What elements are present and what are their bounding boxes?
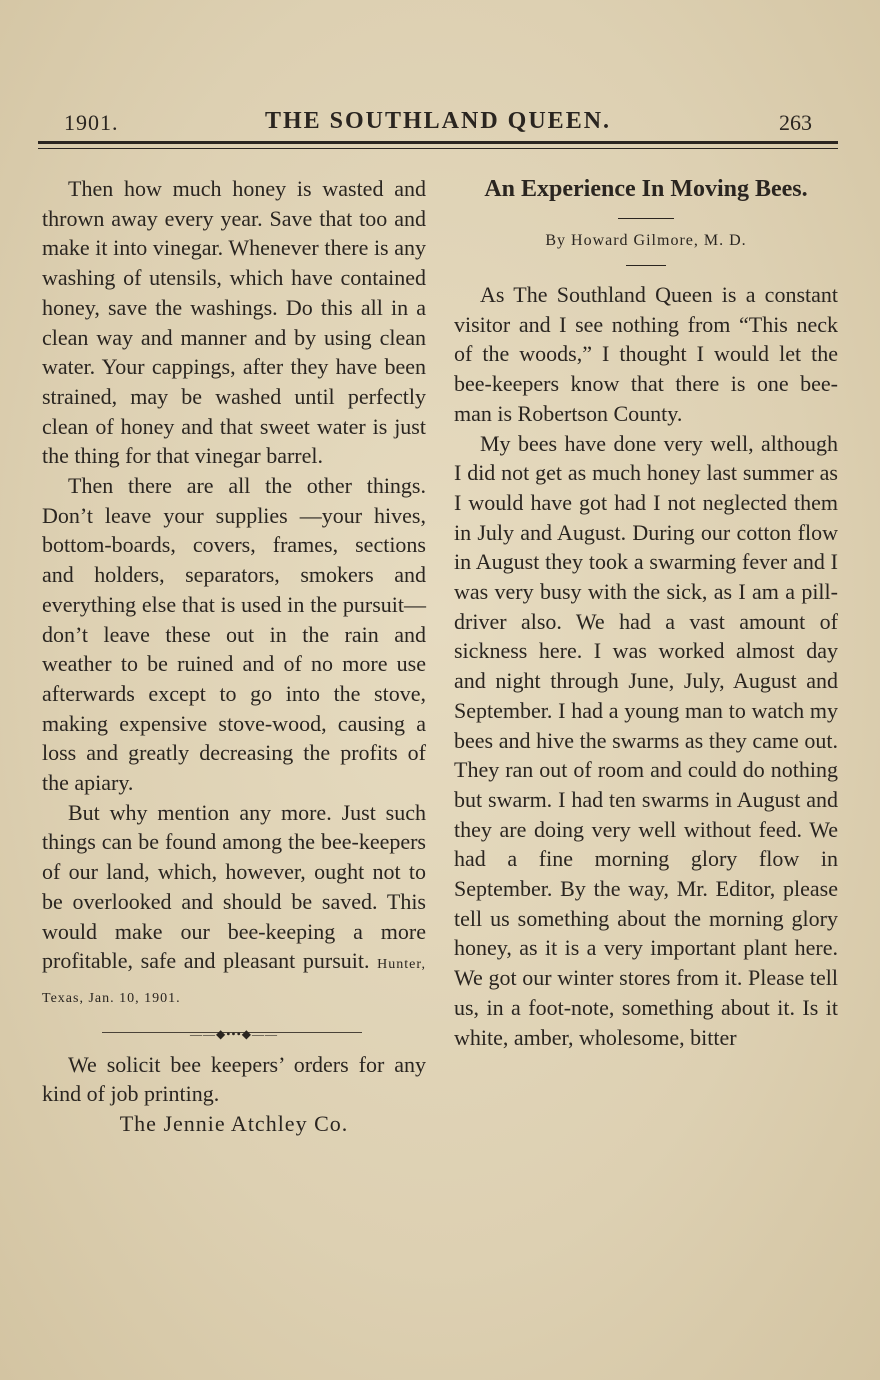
printing-notice: We solicit bee keepers’ orders for any kind of job printing. <box>42 1051 426 1107</box>
left-paragraph-1: Then how much honey is wasted and thrown away every year. Save that too and make it into vinegar. Whenever there is any washing of utensils, which have contained honey, save the washings. Do this all in a clean way and manner and by using clean water. Your cappings, after they have been strained, may be washed until perfectly clean of honey and that sweet water is just the thing for that vinegar barrel. <box>42 176 426 469</box>
left-byline: Hunter, Texas, Jan. 10, 1901. <box>42 957 426 1006</box>
right-paragraph-2: My bees have done very well, although I did not get as much honey last summer as I would have got had I not neglected them in July and August. During our cotton flow in August they took a swarming fever and I was very busy with the sick, as I am a pill-driver also. We had a vast amount of sickness here. I was worked almost day and night through June, July, August and September. I had a young man to watch my bees and hive the swarms as they came out. They ran out of room and could do nothing but swarm. I had ten swarms in August and they are doing very well without feed. We had a fine morning glory flow in September. By the way, Mr. Editor, please tell us something about the morning glory honey, as it is a very important plant here. We got our winter stores from it. Please tell us, in a foot-note, something about it. Is it white, amber, wholesome, bitter <box>454 430 838 1050</box>
header-rule-thin <box>38 148 838 149</box>
ornament-glyph: ——◆•••◆—— <box>189 1026 279 1041</box>
title-rule <box>618 218 674 219</box>
ornament-divider <box>42 1020 426 1046</box>
left-paragraph-2: Then there are all the other things. Don’t leave your supplies —your hives, bottom-boards, covers, frames, sections and holders, separators, smokers and everything else that is used in the pursuit—don’t leave these out in the rain and weather to be ruined and of no more use afterwards except to go into the stove, making expensive stove-wood, causing a loss and greatly decreasing the profits of the apiary. <box>42 473 426 796</box>
right-paragraph-1: As The Southland Queen is a constant visitor and I see nothing from “This neck of the woods,” I thought I would let the bee-keepers know that there is one bee-man is Robertson County. <box>454 282 838 426</box>
right-column <box>454 174 838 1052</box>
page-number: 263 <box>779 110 812 135</box>
left-paragraph-3-text: But why mention any more. Just such things can be found among the bee-keepers of our land, which, however, ought not to be overlooked and should be saved. This would make our bee-keeping a more profitable, safe and pleasant pursuit. <box>42 799 426 974</box>
header-rule-thick <box>38 141 838 144</box>
left-paragraph-3 <box>42 798 426 1014</box>
running-header <box>38 106 838 140</box>
article-title: An Experience In Moving Bees. <box>484 176 808 202</box>
header-title: THE SOUTHLAND QUEEN. <box>264 108 612 134</box>
header-year: 1901. <box>64 110 119 135</box>
left-column <box>42 174 426 1139</box>
signoff: The Jennie Atchley Co. <box>119 1111 349 1137</box>
byline-rule <box>626 265 666 266</box>
article-byline: By Howard Gilmore, M. D. <box>545 232 747 249</box>
